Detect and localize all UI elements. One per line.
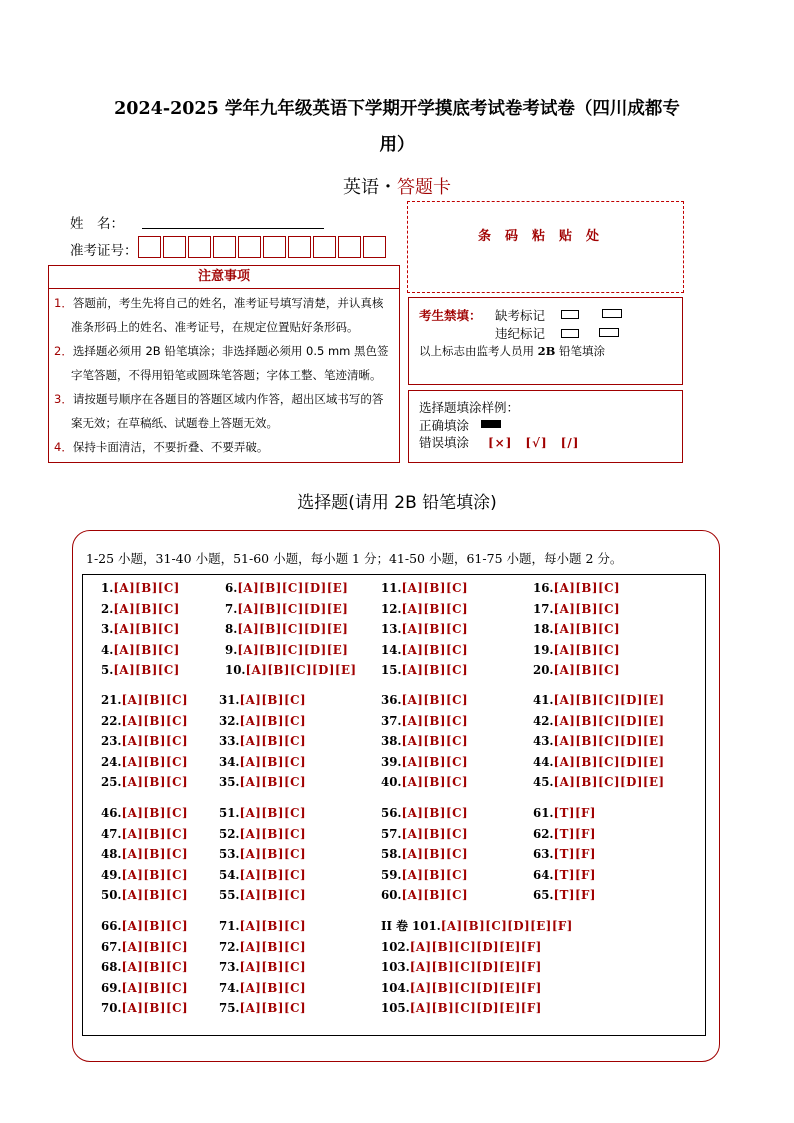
answer-options[interactable]: [A][B][C] <box>401 734 469 749</box>
question-item[interactable] <box>219 918 306 934</box>
answer-options[interactable]: [A][B][C] <box>239 867 307 882</box>
question-item[interactable] <box>219 774 306 790</box>
answer-options[interactable]: [A][B][C] <box>121 806 189 820</box>
question-item[interactable] <box>533 826 596 842</box>
question-number: 70. <box>101 1001 122 1016</box>
page-title: 2024-2025 学年九年级英语下学期开学摸底考试卷考试卷（四川成都专 <box>114 99 680 119</box>
question-item[interactable] <box>219 692 306 708</box>
answer-options[interactable]: [T][F] <box>553 867 597 882</box>
question-number: 57. <box>381 826 402 841</box>
question-number: 35. <box>219 775 240 790</box>
question-number: 51. <box>219 806 240 820</box>
question-number: 21. <box>101 693 122 707</box>
question-item[interactable] <box>533 774 665 790</box>
question-item[interactable] <box>219 713 306 729</box>
answer-options[interactable]: [A][B][C] <box>239 754 307 769</box>
question-item[interactable] <box>533 662 620 678</box>
question-number: 103. <box>381 960 410 975</box>
question-item[interactable] <box>533 692 665 708</box>
question-number: 41. <box>533 693 554 707</box>
question-number: 60. <box>381 888 402 903</box>
question-item[interactable] <box>533 580 620 596</box>
question-number: 74. <box>219 980 240 995</box>
answer-options[interactable]: [A][B][C] <box>113 642 180 657</box>
answer-options[interactable]: [A][B][C] <box>553 581 621 595</box>
question-number: 104. <box>381 980 410 995</box>
answer-options[interactable]: [A][B][C] <box>121 775 189 790</box>
answer-options[interactable]: [A][B][C] <box>401 581 469 595</box>
question-number: 15. <box>381 663 402 678</box>
answer-options[interactable]: [A][B][C] <box>401 775 469 790</box>
answer-options[interactable]: [A][B][C][D][E][F] <box>409 960 542 975</box>
question-number: 22. <box>101 713 122 728</box>
answer-options[interactable]: [A][B][C][D][E] <box>237 642 349 657</box>
answer-options[interactable]: [T][F] <box>553 847 597 862</box>
question-item[interactable] <box>101 642 180 658</box>
answer-options[interactable]: [A][B][C] <box>553 663 621 678</box>
id-label: 准考证号： <box>70 243 138 259</box>
answer-options[interactable]: [A][B][C] <box>121 1001 189 1016</box>
answer-options[interactable]: [A][B][C] <box>401 806 469 820</box>
question-item[interactable] <box>219 1000 306 1016</box>
question-number: 23. <box>101 734 122 749</box>
answer-options[interactable]: [A][B][C][D][E] <box>553 754 665 769</box>
question-number: 47. <box>101 826 122 841</box>
question-item[interactable] <box>101 846 188 862</box>
answer-options[interactable]: [A][B][C] <box>401 693 469 707</box>
question-item[interactable] <box>101 939 188 955</box>
question-number: 34. <box>219 754 240 769</box>
question-item[interactable] <box>101 601 180 617</box>
proctor-note-prefix: 以上标志由监考人员用 <box>419 344 538 358</box>
question-item[interactable] <box>101 580 180 596</box>
question-number: 64. <box>533 867 554 882</box>
question-number: 40. <box>381 775 402 790</box>
question-number: 11. <box>381 581 402 595</box>
question-number: 10. <box>225 663 246 678</box>
question-item[interactable] <box>381 733 468 749</box>
answer-options[interactable]: [T][F] <box>553 806 597 820</box>
question-number: 8. <box>225 622 238 637</box>
answer-options[interactable]: [T][F] <box>553 826 597 841</box>
answer-options[interactable]: [A][B][C] <box>401 713 469 728</box>
note-number: 1． <box>54 296 73 310</box>
barcode-label: 条码粘贴处 <box>477 229 613 244</box>
question-item[interactable] <box>381 621 468 637</box>
question-number: 9. <box>225 642 238 657</box>
question-number: 58. <box>381 847 402 862</box>
question-item[interactable] <box>101 754 188 770</box>
question-number: 62. <box>533 826 554 841</box>
question-item[interactable] <box>381 959 542 975</box>
question-item[interactable] <box>101 959 188 975</box>
proctor-label: 考生禁填： <box>419 308 482 323</box>
question-item[interactable] <box>381 692 468 708</box>
question-number: 72. <box>219 939 240 954</box>
question-number: 7. <box>225 601 238 616</box>
section-title: 选择题(请用 2B 铅笔填涂) <box>297 493 497 513</box>
page-title-continued: 用） <box>379 135 415 155</box>
question-number: 39. <box>381 754 402 769</box>
question-item[interactable] <box>533 846 596 862</box>
question-item[interactable] <box>533 805 596 821</box>
question-item[interactable] <box>533 713 665 729</box>
question-item[interactable] <box>219 733 306 749</box>
absent-label: 缺考标记 <box>495 308 546 323</box>
question-item[interactable] <box>101 826 188 842</box>
question-item[interactable] <box>219 980 306 996</box>
question-item[interactable] <box>533 733 665 749</box>
question-item[interactable] <box>381 867 468 883</box>
question-number: 14. <box>381 642 402 657</box>
note-text: 选择题必须用 2B 铅笔填涂；非选择题必须用 0.5 mm 黑色签 <box>72 344 389 358</box>
question-item[interactable] <box>219 754 306 770</box>
answer-options[interactable]: [A][B][C] <box>121 826 189 841</box>
name-label: 姓 名： <box>70 216 124 232</box>
answer-options[interactable]: [T][F] <box>553 888 597 903</box>
question-number: 25. <box>101 775 122 790</box>
wrong-fill-label: 错误填涂 <box>419 435 470 450</box>
answer-options[interactable]: [A][B][C] <box>113 581 180 595</box>
question-item[interactable] <box>381 601 468 617</box>
question-item[interactable] <box>101 980 188 996</box>
note-text: 请按题号顺序在各题目的答题区域内作答，超出区域书写的答 <box>72 392 384 406</box>
question-item[interactable] <box>225 580 348 596</box>
question-item[interactable] <box>101 692 188 708</box>
answer-options[interactable]: [A][B][C][D][E][F] <box>409 1001 542 1016</box>
question-item[interactable] <box>101 887 188 903</box>
answer-options[interactable]: [A][B][C] <box>553 601 621 616</box>
question-item[interactable] <box>219 959 306 975</box>
note-text: 案无效；在草稿纸、试题卷上答题无效。 <box>71 416 278 430</box>
question-item[interactable] <box>225 601 348 617</box>
subject-label: 英语・ <box>343 177 397 198</box>
answer-options[interactable]: [A][B][C] <box>401 826 469 841</box>
question-item[interactable] <box>533 867 596 883</box>
answer-card-label: 答题卡 <box>397 177 451 198</box>
question-number: 59. <box>381 867 402 882</box>
answer-options[interactable]: [A][B][C] <box>113 601 180 616</box>
question-number: 61. <box>533 806 554 820</box>
answer-options[interactable]: [A][B][C] <box>121 888 189 903</box>
notes-heading: 注意事项 <box>49 266 399 289</box>
question-number: 55. <box>219 888 240 903</box>
question-item[interactable] <box>381 826 468 842</box>
question-item[interactable] <box>381 774 468 790</box>
answer-options[interactable]: [A][B][C] <box>121 754 189 769</box>
question-number: 31. <box>219 693 240 707</box>
answer-options[interactable]: [A][B][C] <box>239 734 307 749</box>
answer-options[interactable]: [A][B][C] <box>113 663 180 678</box>
question-number: 2. <box>101 601 114 616</box>
answer-options[interactable]: [A][B][C] <box>239 919 307 933</box>
question-number: 65. <box>533 888 554 903</box>
answer-options[interactable]: [A][B][C] <box>121 939 189 954</box>
question-item[interactable] <box>219 939 306 955</box>
answer-options[interactable]: [A][B][C][D][E][F] <box>409 939 542 954</box>
question-item[interactable] <box>101 805 188 821</box>
answer-options[interactable]: [A][B][C][D][E] <box>553 713 665 728</box>
question-item[interactable] <box>533 621 620 637</box>
answer-options[interactable]: [A][B][C] <box>121 960 189 975</box>
answer-options[interactable]: [A][B][C] <box>239 960 307 975</box>
question-item[interactable] <box>381 1000 542 1016</box>
question-item[interactable] <box>533 887 596 903</box>
question-item[interactable] <box>533 642 620 658</box>
question-number: 69. <box>101 980 122 995</box>
answer-options[interactable]: [A][B][C] <box>113 622 180 637</box>
question-number: 12. <box>381 601 402 616</box>
sample-label: 选择题填涂样例： <box>419 400 520 415</box>
answer-options[interactable]: [A][B][C][D][E] <box>553 734 665 749</box>
answer-options[interactable]: [A][B][C] <box>401 888 469 903</box>
answer-options[interactable]: [A][B][C] <box>239 826 307 841</box>
violation-label: 违纪标记 <box>495 326 546 341</box>
question-item[interactable] <box>381 887 468 903</box>
answer-options[interactable]: [A][B][C] <box>239 775 307 790</box>
question-number: 50. <box>101 888 122 903</box>
question-item[interactable] <box>219 805 306 821</box>
proctor-note-suffix: 铅笔填涂 <box>555 344 606 358</box>
question-item[interactable] <box>101 867 188 883</box>
question-item[interactable] <box>381 662 468 678</box>
question-item[interactable] <box>381 846 468 862</box>
question-item[interactable] <box>219 867 306 883</box>
answer-options[interactable]: [A][B][C] <box>401 867 469 882</box>
wrong-fill-marks: [×] [√] [/] <box>488 436 580 450</box>
question-item[interactable] <box>101 1000 188 1016</box>
question-number: 56. <box>381 806 402 820</box>
question-item[interactable] <box>225 621 348 637</box>
scoring-instruction: 1-25 小题，31-40 小题，51-60 小题，每小题 1 分；41-50 小题，61-75 小题，每小题 2 分。 <box>86 551 623 566</box>
question-number: 13. <box>381 622 402 637</box>
answer-options[interactable]: [A][B][C] <box>121 919 189 933</box>
answer-options[interactable]: [A][B][C] <box>121 980 189 995</box>
question-number: 105. <box>381 1001 410 1016</box>
answer-options[interactable]: [A][B][C] <box>239 939 307 954</box>
question-number: 1. <box>101 581 114 595</box>
answer-options[interactable]: [A][B][C] <box>401 642 469 657</box>
question-number: 19. <box>533 642 554 657</box>
question-number: 71. <box>219 919 240 933</box>
answer-options[interactable]: [A][B][C] <box>121 867 189 882</box>
question-number: 53. <box>219 847 240 862</box>
question-number: 6. <box>225 581 238 595</box>
question-item[interactable] <box>219 846 306 862</box>
question-item[interactable] <box>101 733 188 749</box>
question-number: 46. <box>101 806 122 820</box>
answer-options[interactable]: [A][B][C] <box>239 888 307 903</box>
question-number: 44. <box>533 754 554 769</box>
answer-options[interactable]: [A][B][C] <box>239 847 307 862</box>
question-number: 45. <box>533 775 554 790</box>
note-number: 4． <box>54 440 73 454</box>
question-item[interactable] <box>101 662 180 678</box>
note-text: 答题前，考生先将自己的姓名，准考证号填写清楚，并认真核 <box>72 296 384 310</box>
question-item[interactable] <box>381 713 468 729</box>
answer-options[interactable]: [A][B][C] <box>239 713 307 728</box>
answer-options[interactable]: [A][B][C][D][E][F] <box>440 919 573 933</box>
answer-options[interactable]: [A][B][C][D][E][F] <box>409 980 542 995</box>
question-number: 73. <box>219 960 240 975</box>
question-item[interactable] <box>225 662 357 678</box>
answer-options[interactable]: [A][B][C] <box>553 642 621 657</box>
answer-options[interactable]: [A][B][C] <box>121 713 189 728</box>
question-item[interactable] <box>381 939 542 955</box>
answer-options[interactable]: [A][B][C] <box>121 847 189 862</box>
question-number: 43. <box>533 734 554 749</box>
answer-options[interactable]: [A][B][C] <box>553 622 621 637</box>
question-number: 102. <box>381 939 410 954</box>
note-text: 保持卡面清洁，不要折叠、不要弄破。 <box>72 440 269 454</box>
answer-options[interactable]: [A][B][C][D][E] <box>237 622 349 637</box>
note-text: 字笔答题，不得用铅笔或圆珠笔答题；字体工整、笔迹清晰。 <box>71 368 382 382</box>
question-number: 66. <box>101 919 122 933</box>
question-item[interactable] <box>219 826 306 842</box>
question-item[interactable] <box>533 601 620 617</box>
question-item[interactable] <box>533 754 665 770</box>
answer-options[interactable]: [A][B][C] <box>239 1001 307 1016</box>
question-number: 54. <box>219 867 240 882</box>
question-item[interactable] <box>101 918 188 934</box>
note-number: 3． <box>54 392 73 406</box>
answer-options[interactable]: [A][B][C] <box>121 734 189 749</box>
question-item[interactable] <box>101 774 188 790</box>
question-item[interactable] <box>381 754 468 770</box>
question-number: 32. <box>219 713 240 728</box>
answer-options[interactable]: [A][B][C][D][E] <box>553 775 665 790</box>
question-item[interactable] <box>101 713 188 729</box>
question-number: 37. <box>381 713 402 728</box>
question-number: 20. <box>533 663 554 678</box>
answer-options[interactable]: [A][B][C] <box>239 806 307 820</box>
answer-options[interactable]: [A][B][C] <box>239 693 307 707</box>
question-item[interactable] <box>219 887 306 903</box>
answer-options[interactable]: [A][B][C][D][E] <box>245 663 357 678</box>
question-number: 24. <box>101 754 122 769</box>
question-number: 17. <box>533 601 554 616</box>
question-item[interactable] <box>381 642 468 658</box>
question-number: 75. <box>219 1001 240 1016</box>
question-item[interactable] <box>101 621 180 637</box>
answer-options[interactable]: [A][B][C] <box>401 754 469 769</box>
question-number: 49. <box>101 867 122 882</box>
question-item[interactable] <box>381 918 573 934</box>
answer-options[interactable]: [A][B][C] <box>401 601 469 616</box>
proctor-note-bold: 2B <box>537 344 556 358</box>
question-number: II 卷 101. <box>381 919 441 933</box>
question-number: 3. <box>101 622 114 637</box>
question-number: 63. <box>533 847 554 862</box>
question-number: 4. <box>101 642 114 657</box>
question-number: 52. <box>219 826 240 841</box>
question-number: 38. <box>381 734 402 749</box>
question-number: 67. <box>101 939 122 954</box>
answer-options[interactable]: [A][B][C][D][E] <box>553 693 665 707</box>
answer-options[interactable]: [A][B][C] <box>401 663 469 678</box>
correct-fill-label: 正确填涂 <box>419 418 470 433</box>
question-number: 33. <box>219 734 240 749</box>
answer-options[interactable]: [A][B][C][D][E] <box>237 601 349 616</box>
question-item[interactable] <box>381 805 468 821</box>
question-number: 16. <box>533 581 554 595</box>
note-number: 2． <box>54 344 73 358</box>
answer-options[interactable]: [A][B][C] <box>401 622 469 637</box>
question-number: 42. <box>533 713 554 728</box>
question-item[interactable] <box>381 580 468 596</box>
question-number: 5. <box>101 663 114 678</box>
note-text: 准条形码上的姓名、准考证号，在规定位置贴好条形码。 <box>71 320 359 334</box>
question-item[interactable] <box>381 980 542 996</box>
question-number: 48. <box>101 847 122 862</box>
question-number: 18. <box>533 622 554 637</box>
answer-options[interactable]: [A][B][C][D][E] <box>237 581 349 595</box>
question-number: 36. <box>381 693 402 707</box>
answer-options[interactable]: [A][B][C] <box>239 980 307 995</box>
question-number: 68. <box>101 960 122 975</box>
question-item[interactable] <box>225 642 348 658</box>
answer-options[interactable]: [A][B][C] <box>121 693 189 707</box>
answer-options[interactable]: [A][B][C] <box>401 847 469 862</box>
